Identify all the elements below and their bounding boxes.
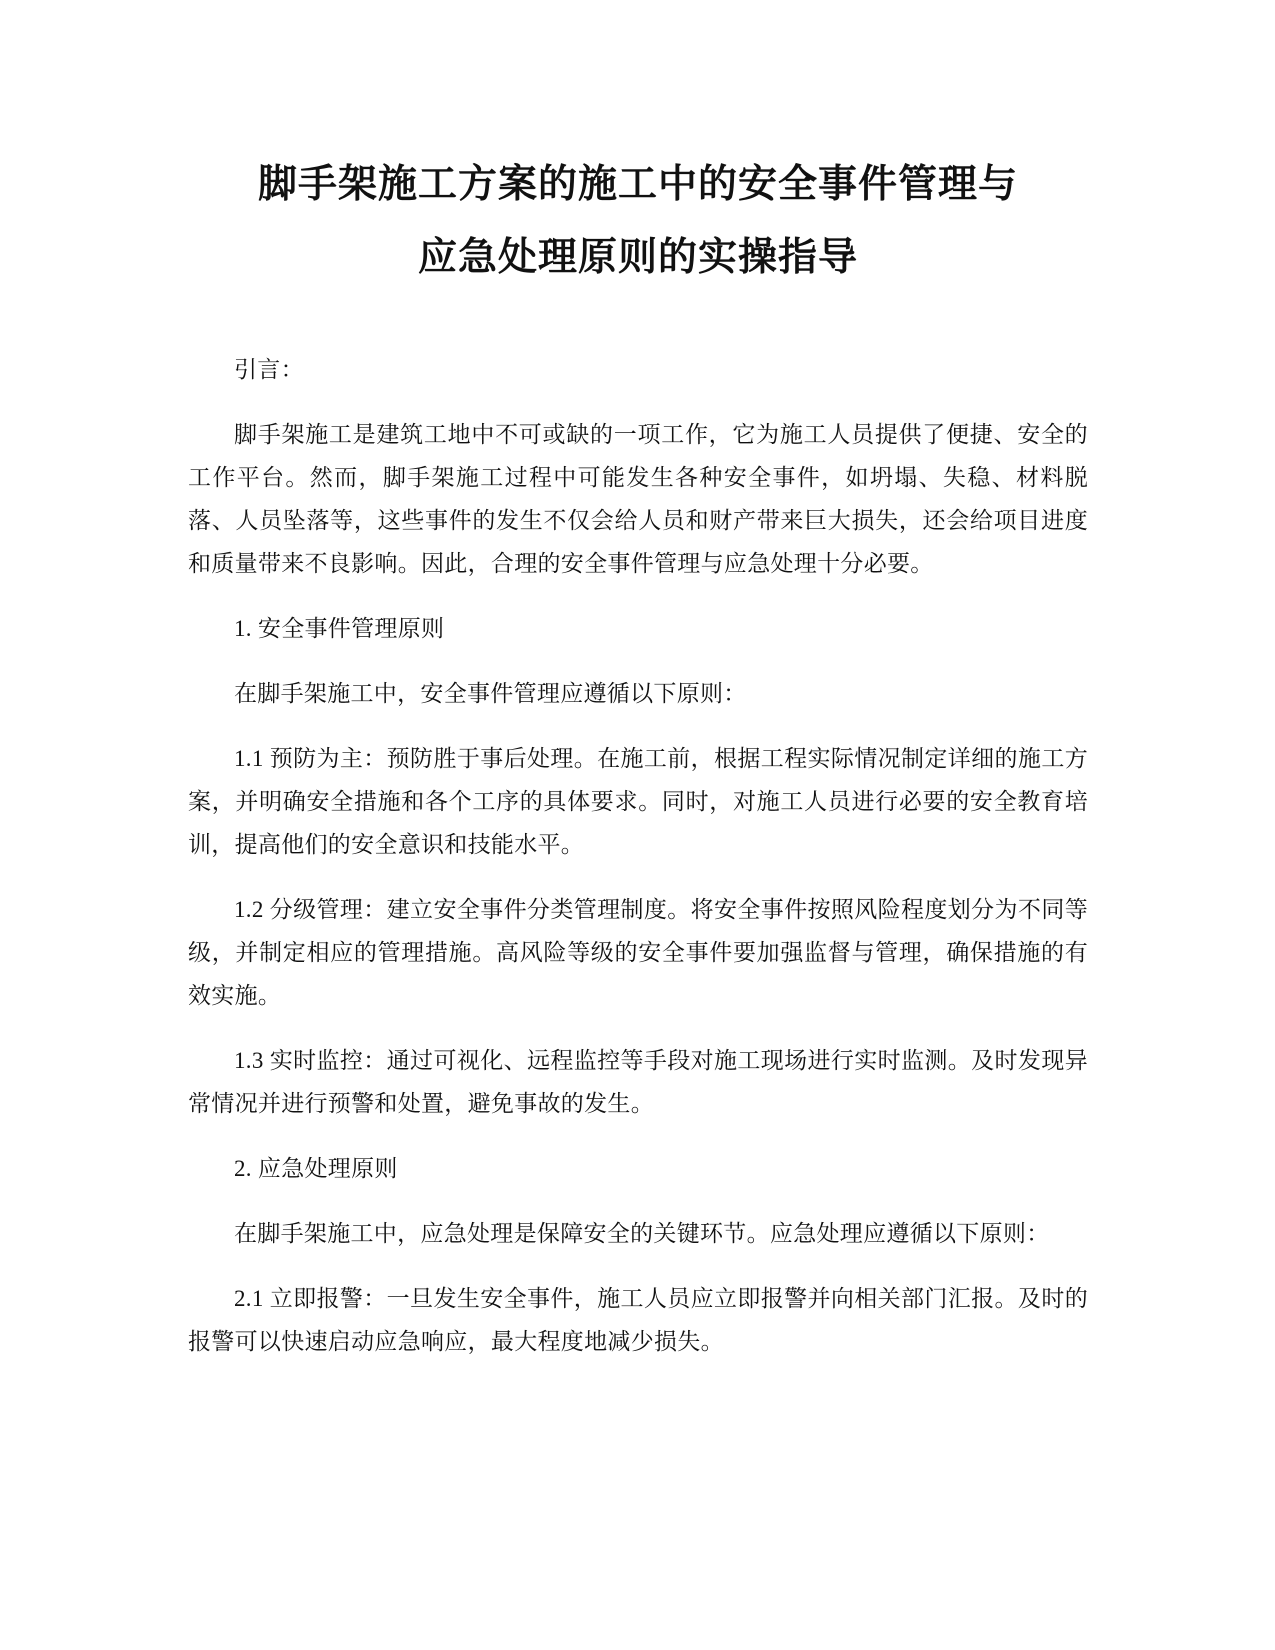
principle-2-1: 2.1 立即报警：一旦发生安全事件，施工人员应立即报警并向相关部门汇报。及时的报警可以快速启动应急响应，最大程度地减少损失。 (188, 1286, 1088, 1354)
section-heading-1: 1. 安全事件管理原则 (234, 616, 445, 641)
section-heading-2: 2. 应急处理原则 (234, 1156, 398, 1181)
title-line-1: 脚手架施工方案的施工中的安全事件管理与 (257, 162, 1018, 207)
principle-1-1: 1.1 预防为主：预防胜于事后处理。在施工前，根据工程实际情况制定详细的施工方案，并明确安全措施和各个工序的具体要求。同时，对施工人员进行必要的安全教育培训，提高他们的安全意识和技能水平。 (188, 746, 1088, 857)
section-2-intro: 在脚手架施工中，应急处理是保障安全的关键环节。应急处理应遵循以下原则： (234, 1221, 1050, 1246)
document-title (188, 148, 1088, 294)
intro-paragraph: 脚手架施工是建筑工地中不可或缺的一项工作，它为施工人员提供了便捷、安全的工作平台。然而，脚手架施工过程中可能发生各种安全事件，如坍塌、失稳、材料脱落、人员坠落等，这些事件的发生不仅会给人员和财产带来巨大损失，还会给项目进度和质量带来不良影响。因此，合理的安全事件管理与应急处理十分必要。 (188, 422, 1088, 576)
title-line-2: 应急处理原则的实操指导 (417, 235, 858, 280)
document-body (188, 148, 1088, 1385)
intro-label: 引言： (234, 357, 304, 382)
principle-1-3: 1.3 实时监控：通过可视化、远程监控等手段对施工现场进行实时监测。及时发现异常情况并进行预警和处置，避免事故的发生。 (188, 1048, 1088, 1116)
principle-1-2: 1.2 分级管理：建立安全事件分类管理制度。将安全事件按照风险程度划分为不同等级，并制定相应的管理措施。高风险等级的安全事件要加强监督与管理，确保措施的有效实施。 (188, 897, 1088, 1008)
section-1-intro: 在脚手架施工中，安全事件管理应遵循以下原则： (234, 681, 747, 706)
